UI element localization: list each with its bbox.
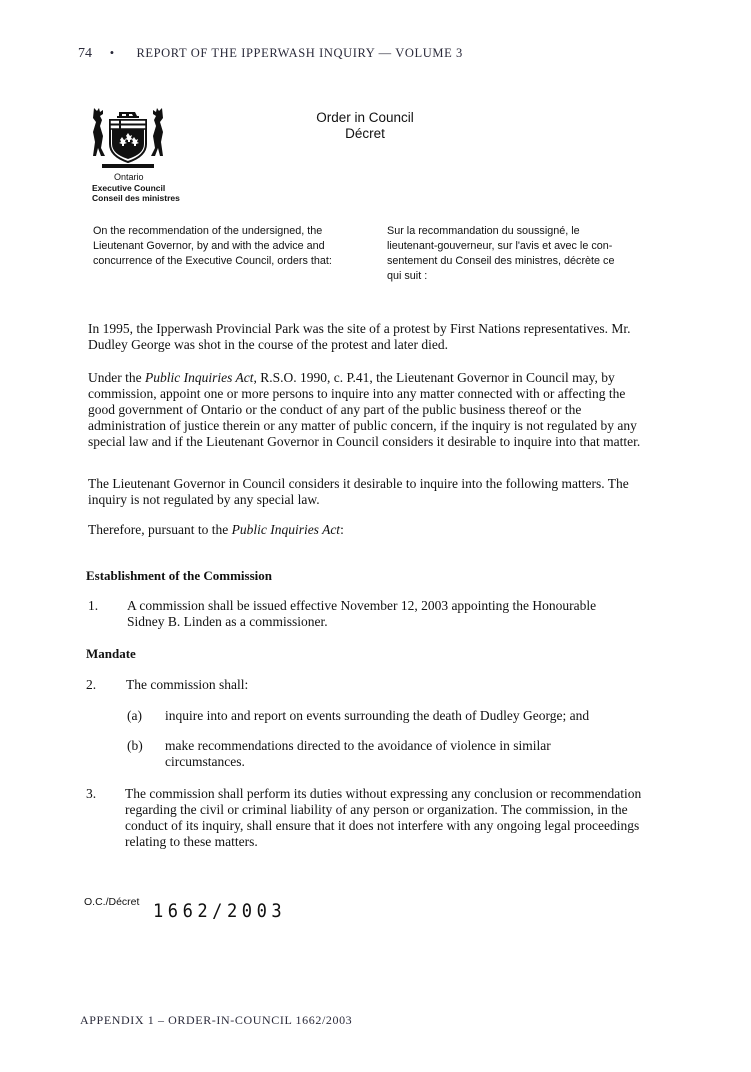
running-head-title: REPORT OF THE IPPERWASH INQUIRY — VOLUME 3 — [136, 46, 463, 60]
act-name: Public Inquiries Act — [231, 522, 341, 537]
preamble-fr-line: sentement du Conseil des ministres, décrète ce — [387, 255, 615, 267]
paragraph-desirable: The Lieutenant Governor in Council considers it desirable to inquire into the following matters. The inquiry is not regulated by any special law. — [88, 476, 629, 507]
ontario-coat-of-arms-icon — [90, 106, 166, 172]
item-2a-text: inquire into and report on events surrounding the death of Dudley George; and — [165, 708, 590, 723]
running-head — [78, 46, 463, 62]
item-2a-label: (a) — [127, 708, 142, 723]
crest-caption-en: Executive Council — [92, 182, 166, 193]
p2-rest: , R.S.O. 1990, c. P.41, the Lieutenant Governor in Council may, by commission, appoint one or more persons to inquire into any matter connected with or affecting the good government of Ontario or the conduct of any part of the public business thereof or the administration of justice therein or any matter of public concern, if the inquiry is not regulated by any special law and if the Lieutenant Governor in Council considers it desirable to inquire into that matter. — [88, 370, 641, 449]
item-1-text: A commission shall be issued effective November 12, 2003 appointing the Honourable Sidney B. Linden as a commissioner. — [127, 598, 597, 629]
item-2-number: 2. — [86, 677, 97, 692]
p2-prefix: Under the — [88, 370, 145, 385]
item-3-text: The commission shall perform its duties without expressing any conclusion or recommendation regarding the civil or criminal liability of any person or organization. The commission, in the conduct of its inquiry, shall ensure that it does not interfere with any ongoing legal proceedings relating to these matters. — [125, 786, 642, 849]
page-footer: APPENDIX 1 – ORDER-IN-COUNCIL 1662/2003 — [80, 1013, 353, 1027]
paragraph-background: In 1995, the Ipperwash Provincial Park was the site of a protest by First Nations representatives. Mr. Dudley George was shot in the course of the protest and later died. — [88, 321, 631, 352]
document-title-fr: Décret — [345, 126, 385, 141]
heading-mandate: Mandate — [86, 646, 136, 661]
preamble-en: On the recommendation of the undersigned, the Lieutenant Governor, by and with the advice and concurrence of the Executive Council, orders that: — [93, 225, 332, 267]
preamble-fr — [387, 224, 657, 284]
bullet-separator: • — [109, 46, 115, 60]
paragraph-therefore — [88, 522, 648, 538]
item-2b-text: make recommendations directed to the avoidance of violence in similar circumstances. — [165, 738, 551, 769]
p4-suffix: : — [340, 522, 344, 537]
order-number-value: 1662/2003 — [153, 900, 287, 922]
page-number: 74 — [78, 46, 92, 61]
item-2b-label: (b) — [127, 738, 143, 753]
crest-caption — [92, 172, 180, 204]
preamble-fr-line: Sur la recommandation du soussigné, le — [387, 225, 580, 237]
crest-caption-fr: Conseil des ministres — [92, 193, 180, 203]
crest-province: Ontario — [114, 172, 144, 182]
paragraph-authority — [88, 370, 648, 450]
act-name: Public Inquiries Act — [144, 370, 254, 385]
item-1-number: 1. — [88, 598, 99, 613]
heading-establishment: Establishment of the Commission — [86, 568, 272, 583]
preamble-fr-line: lieutenant-gouverneur, sur l'avis et avec le con- — [387, 240, 613, 252]
document-title — [300, 110, 430, 142]
preamble-fr-line: qui suit : — [387, 270, 428, 282]
item-2-text: The commission shall: — [126, 677, 249, 692]
item-3-number: 3. — [86, 786, 97, 801]
p4-prefix: Therefore, pursuant to the — [88, 522, 232, 537]
order-number-label: O.C./Décret — [84, 896, 140, 908]
document-title-en: Order in Council — [316, 110, 414, 125]
